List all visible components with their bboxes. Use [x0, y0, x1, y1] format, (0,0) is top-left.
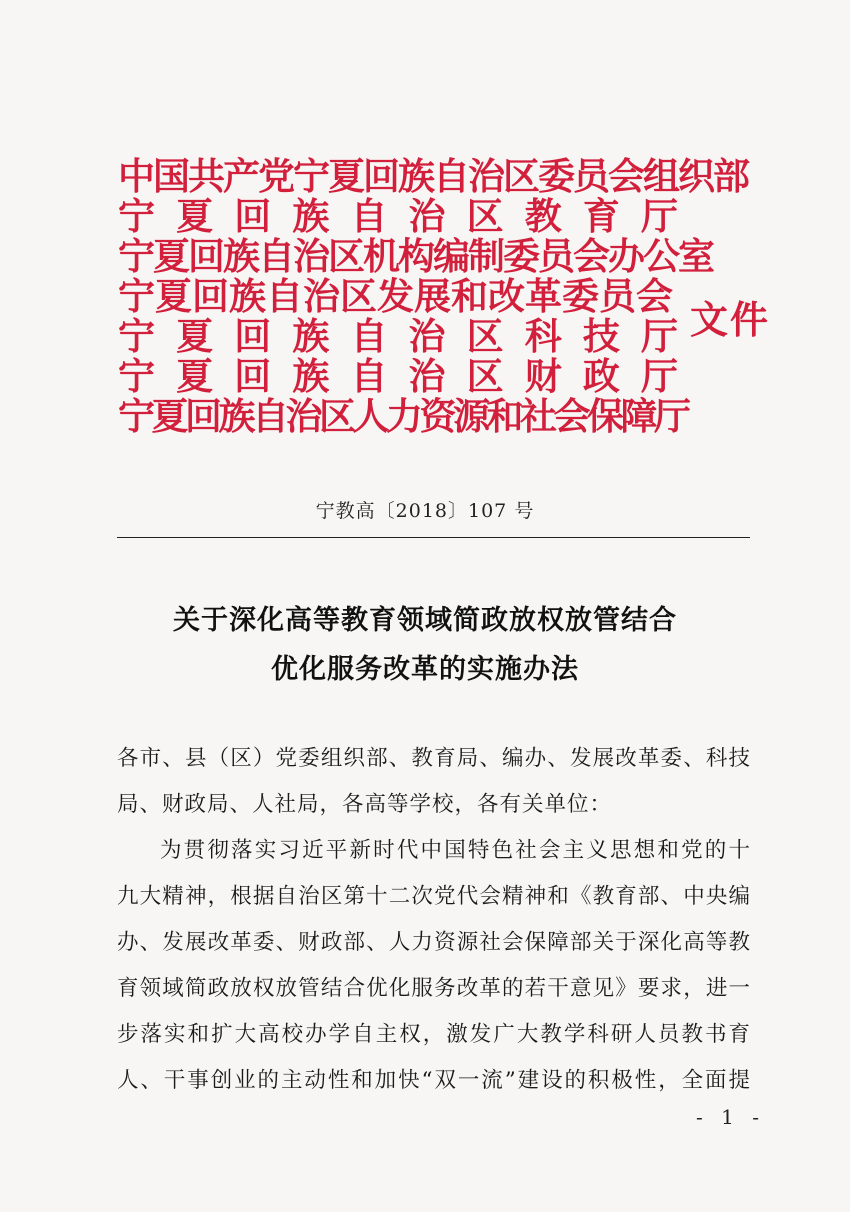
issuer-char: 技 [582, 314, 620, 358]
document-body [117, 736, 751, 1104]
issuer-char: 回 [234, 314, 272, 358]
document-title-line-1: 关于深化高等教育领域简政放权放管结合 [173, 605, 677, 636]
issuer-char: 教 [524, 194, 562, 238]
issuer-char: 区 [466, 194, 504, 238]
issuer-char: 政 [582, 354, 620, 398]
issuer-char: 自 [350, 354, 388, 398]
issuer-char: 回 [234, 354, 272, 398]
body-line: 局、财政局、人社局，各高等学校，各有关单位： [117, 792, 613, 817]
issuer-char: 族 [292, 354, 330, 398]
issuer-char: 自 [350, 314, 388, 358]
issuer-char: 族 [292, 194, 330, 238]
issuer-line [118, 194, 678, 238]
issuer-char: 治 [408, 314, 446, 358]
issuer-char: 科 [524, 314, 562, 358]
body-line: 为贯彻落实习近平新时代中国特色社会主义思想和党的十 [160, 838, 751, 863]
issuer-char: 宁 [118, 194, 155, 238]
issuer-line [118, 314, 678, 358]
issuer-char: 族 [292, 314, 330, 358]
body-line: 人、干事创业的主动性和加快“双一流”建设的积极性，全面提 [117, 1068, 751, 1093]
issuer-char: 治 [408, 354, 446, 398]
issuer-char: 区 [466, 314, 504, 358]
document-number: 宁教高〔2018〕107 号 [315, 500, 535, 522]
issuer-char: 宁 [118, 354, 155, 398]
issuer-char: 宁 [118, 314, 155, 358]
issuer-char: 育 [582, 194, 620, 238]
issuer-char: 厅 [640, 314, 678, 358]
body-line: 办、发展改革委、财政部、人力资源社会保障部关于深化高等教 [117, 930, 751, 955]
issuer-line [118, 354, 678, 398]
issuer-char: 财 [524, 354, 562, 398]
body-line: 步落实和扩大高校办学自主权，激发广大教学科研人员教书育 [117, 1022, 751, 1047]
issuer-char: 治 [408, 194, 446, 238]
body-line: 育领域简政放权放管结合优化服务改革的若干意见》要求，进一 [117, 976, 751, 1001]
issuer-char: 厅 [640, 354, 678, 398]
issuer-char: 厅 [640, 194, 678, 238]
issuer-char: 夏 [176, 314, 214, 358]
issuer-line: 宁夏回族自治区机构编制委员会办公室 [118, 234, 713, 278]
body-line: 各市、县（区）党委组织部、教育局、编办、发展改革委、科技 [117, 746, 751, 771]
body-line: 九大精神，根据自治区第十二次党代会精神和《教育部、中央编 [117, 884, 751, 909]
issuer-char: 自 [350, 194, 388, 238]
issuer-line: 宁夏回族自治区发展和改革委员会 [118, 274, 673, 318]
page-number: - 1 - [696, 1105, 765, 1129]
header-divider [117, 537, 750, 538]
issuer-char: 回 [234, 194, 272, 238]
issuer-char: 夏 [176, 354, 214, 398]
issuer-char: 夏 [176, 194, 214, 238]
file-label: 文件 [690, 297, 771, 342]
issuer-line: 中国共产党宁夏回族自治区委员会组织部 [118, 154, 748, 198]
issuer-char: 区 [466, 354, 504, 398]
document-title-line-2: 优化服务改革的实施办法 [271, 654, 579, 685]
issuer-line: 宁夏回族自治区人力资源和社会保障厅 [118, 394, 688, 438]
